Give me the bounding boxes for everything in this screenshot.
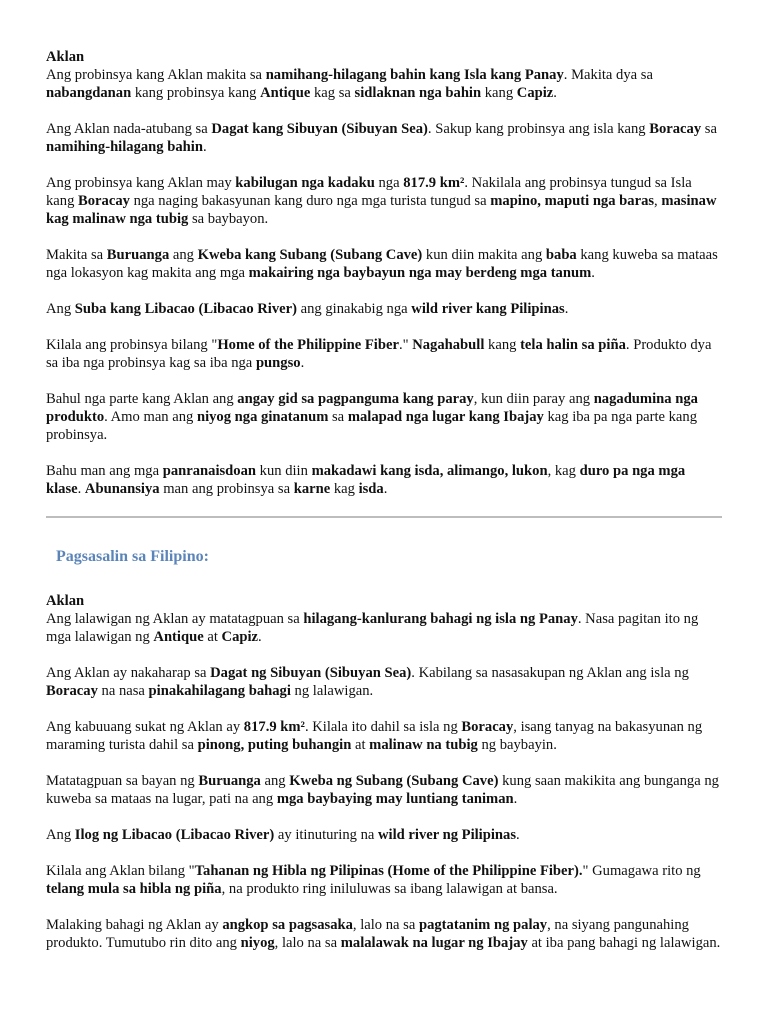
bold-text: isda (358, 481, 384, 497)
text-run: kang kuweba sa mataas nga lokasyon kag makita ang mga (46, 247, 718, 281)
text-run: . (516, 827, 520, 843)
bold-text: wild river ng Pilipinas (378, 827, 517, 843)
bold-text: telang mula sa hibla ng piña (46, 881, 222, 897)
text-run: na nasa (97, 683, 149, 699)
text-run: . (258, 629, 262, 645)
original-heading: Aklan (46, 49, 85, 65)
text-run: Matatagpuan sa bayan ng (46, 773, 199, 789)
bold-text: Boracay (46, 683, 98, 699)
text-run: Bahul nga parte kang Aklan ang (46, 391, 238, 407)
text-run: at (203, 629, 222, 645)
text-run: , isang tanyag na bakasyunan ng maraming turista dahil sa (46, 719, 703, 753)
text-run: . (553, 85, 557, 101)
text-run: . (202, 139, 207, 155)
text-run: , (654, 193, 662, 209)
bold-text: Tahanan ng Hibla ng Pilipinas (Home of the Philippine Fiber). (194, 863, 583, 879)
bold-text: baba (545, 247, 577, 263)
bold-text: duro pa nga mga klase (46, 463, 686, 497)
text-run: Ang Aklan ay nakaharap sa (46, 665, 211, 681)
translation-section-title: Pagsasalin sa Filipino: (56, 548, 209, 565)
text-run: ang ginakabig nga (296, 301, 412, 317)
text-run: Ang probinsya kang Aklan may (46, 175, 236, 191)
text-run: Ang kabuuang sukat ng Aklan ay (46, 719, 244, 735)
text-run: ang (169, 247, 198, 263)
bold-text: Boracay (649, 121, 702, 137)
bold-text: Suba kang Libacao (Libacao River) (74, 301, 297, 317)
bold-text: niyog (240, 935, 275, 951)
translation-body (46, 610, 722, 952)
paragraph (46, 610, 722, 646)
bold-text: panranaisdoan (162, 463, 257, 479)
bold-text: Ilog ng Libacao (Libacao River) (74, 827, 275, 843)
bold-text: malapad nga lugar kang Ibajay (347, 409, 544, 425)
text-run: kag (330, 481, 359, 497)
text-run: . (383, 481, 388, 497)
bold-text: pagtatanim ng palay (418, 917, 548, 933)
text-run: at (351, 737, 370, 753)
paragraph (46, 462, 722, 498)
text-run: Ang (46, 301, 75, 317)
bold-text: sidlaknan nga bahin (354, 85, 482, 101)
paragraph (46, 336, 722, 372)
bold-text: Boracay (461, 719, 514, 735)
text-run: . (591, 265, 595, 281)
bold-text: Kweba kang Subang (Subang Cave) (197, 247, 423, 263)
section-divider (46, 516, 722, 518)
bold-text: Antique (260, 85, 311, 101)
bold-text: Dagat ng Sibuyan (Sibuyan Sea) (210, 665, 412, 681)
text-run: Ang (46, 827, 75, 843)
text-run: . (513, 791, 518, 807)
bold-text: Buruanga (198, 773, 261, 789)
text-run: kang probinsya kang (131, 85, 261, 101)
bold-text: niyog nga ginatanum (196, 409, 329, 425)
bold-text: Buruanga (106, 247, 170, 263)
text-run: ng lalawigan. (290, 683, 374, 699)
paragraph (46, 300, 722, 318)
bold-text: Kweba ng Subang (Subang Cave) (289, 773, 499, 789)
text-run: Kilala ang Aklan bilang " (46, 863, 195, 879)
bold-text: Capiz (221, 629, 259, 645)
text-run: kang (484, 337, 521, 353)
text-run: kag sa (310, 85, 355, 101)
bold-text: karne (293, 481, 331, 497)
bold-text: nabangdanan (46, 85, 132, 101)
bold-text: pungso (255, 355, 301, 371)
text-run: kag iba pa nga parte kang probinsya. (46, 409, 697, 443)
text-run: . Amo man ang (104, 409, 197, 425)
text-run: sa (701, 121, 717, 137)
text-run: . (300, 355, 305, 371)
bold-text: 817.9 km² (243, 719, 305, 735)
bold-text: pinong, puting buhangin (197, 737, 352, 753)
text-run: Bahu man ang mga (46, 463, 163, 479)
paragraph (46, 66, 722, 102)
text-run: sa baybayon. (188, 211, 269, 227)
bold-text: kabilugan nga kadaku (235, 175, 375, 191)
text-run: sa (328, 409, 348, 425)
text-run: kun diin (256, 463, 312, 479)
paragraph (46, 120, 722, 156)
text-run: , na produkto ring iniluluwas sa ibang lalawigan at bansa. (221, 881, 558, 897)
paragraph (46, 916, 722, 952)
original-body (46, 66, 722, 498)
text-run: . (564, 301, 569, 317)
bold-text: Nagahabull (412, 337, 485, 353)
text-run: Makita sa (46, 247, 107, 263)
bold-text: makadawi kang isda, alimango, lukon (311, 463, 548, 479)
text-run: kung saan makikita ang bunganga ng kuweba sa mataas na lugar, pati na ang (46, 773, 719, 807)
text-run: Malaking bahagi ng Aklan ay (46, 917, 223, 933)
paragraph (46, 664, 722, 700)
text-run: . Makita dya sa (563, 67, 653, 83)
bold-text: mapino, maputi nga baras (490, 193, 655, 209)
bold-text: Capiz (516, 85, 554, 101)
paragraph (46, 826, 722, 844)
text-run: . (77, 481, 85, 497)
text-run: . Sakup kang probinsya ang isla kang (427, 121, 650, 137)
text-run: , na siyang pangunahing produkto. Tumutubo rin dito ang (46, 917, 689, 951)
bold-text: namihing-hilagang bahin (46, 139, 203, 155)
bold-text: pinakahilagang bahagi (148, 683, 291, 699)
bold-text: mga baybaying may luntiang taniman (276, 791, 514, 807)
text-run: , lalo na sa (352, 917, 419, 933)
bold-text: malinaw na tubig (369, 737, 478, 753)
text-run: at iba pang bahagi ng lalawigan. (527, 935, 721, 951)
text-run: ang (260, 773, 290, 789)
paragraph (46, 390, 722, 444)
text-run: , kun diin paray ang (473, 391, 594, 407)
paragraph (46, 772, 722, 808)
paragraph (46, 718, 722, 754)
bold-text: malalawak na lugar ng Ibajay (340, 935, 528, 951)
text-run: ng baybayin. (477, 737, 557, 753)
bold-text: tela halin sa piña (520, 337, 626, 353)
bold-text: makairing nga baybayun nga may berdeng mga tanum (248, 265, 592, 281)
text-run: Ang Aklan nada-atubang sa (46, 121, 212, 137)
text-run: . Kabilang sa nasasakupan ng Aklan ang isla ng (411, 665, 689, 681)
text-run: Ang lalawigan ng Aklan ay matatagpuan sa (46, 611, 304, 627)
bold-text: angkop sa pagsasaka (222, 917, 353, 933)
text-run: ay itinuturing na (274, 827, 379, 843)
bold-text: Abunansiya (84, 481, 160, 497)
text-run: Kilala ang probinsya bilang " (46, 337, 218, 353)
bold-text: masinaw kag malinaw nga tubig (46, 193, 717, 227)
bold-text: namihang-hilagang bahin kang Isla kang Panay (265, 67, 564, 83)
text-run: . Produkto dya sa iba nga probinsya kag sa iba nga (46, 337, 712, 371)
text-run: , lalo na sa (274, 935, 341, 951)
bold-text: hilagang-kanlurang bahagi ng isla ng Panay (303, 611, 578, 627)
bold-text: Home of the Philippine Fiber (217, 337, 399, 353)
bold-text: Antique (153, 629, 204, 645)
paragraph (46, 246, 722, 282)
bold-text: Boracay (78, 193, 130, 209)
bold-text: Dagat kang Sibuyan (Sibuyan Sea) (211, 121, 428, 137)
text-run: kang (481, 85, 517, 101)
text-run: " Gumagawa rito ng (582, 863, 701, 879)
text-run: . Kilala ito dahil sa isla ng (304, 719, 462, 735)
text-run: . Nakilala ang probinsya tungud sa Isla kang (46, 175, 692, 209)
paragraph (46, 862, 722, 898)
paragraph (46, 174, 722, 228)
text-run: kun diin makita ang (422, 247, 546, 263)
text-run: Ang probinsya kang Aklan makita sa (46, 67, 266, 83)
bold-text: angay gid sa pagpanguma kang paray (237, 391, 474, 407)
text-run: , kag (547, 463, 580, 479)
translation-heading: Aklan (46, 593, 85, 609)
text-run: ." (398, 337, 413, 353)
text-run: nga naging bakasyunan kang duro nga mga turista tungud sa (129, 193, 491, 209)
text-run: . Nasa pagitan ito ng mga lalawigan ng (46, 611, 699, 645)
bold-text: nagadumina nga produkto (46, 391, 698, 425)
text-run: man ang probinsya sa (159, 481, 294, 497)
bold-text: 817.9 km² (403, 175, 465, 191)
bold-text: wild river kang Pilipinas (411, 301, 565, 317)
text-run: nga (374, 175, 404, 191)
